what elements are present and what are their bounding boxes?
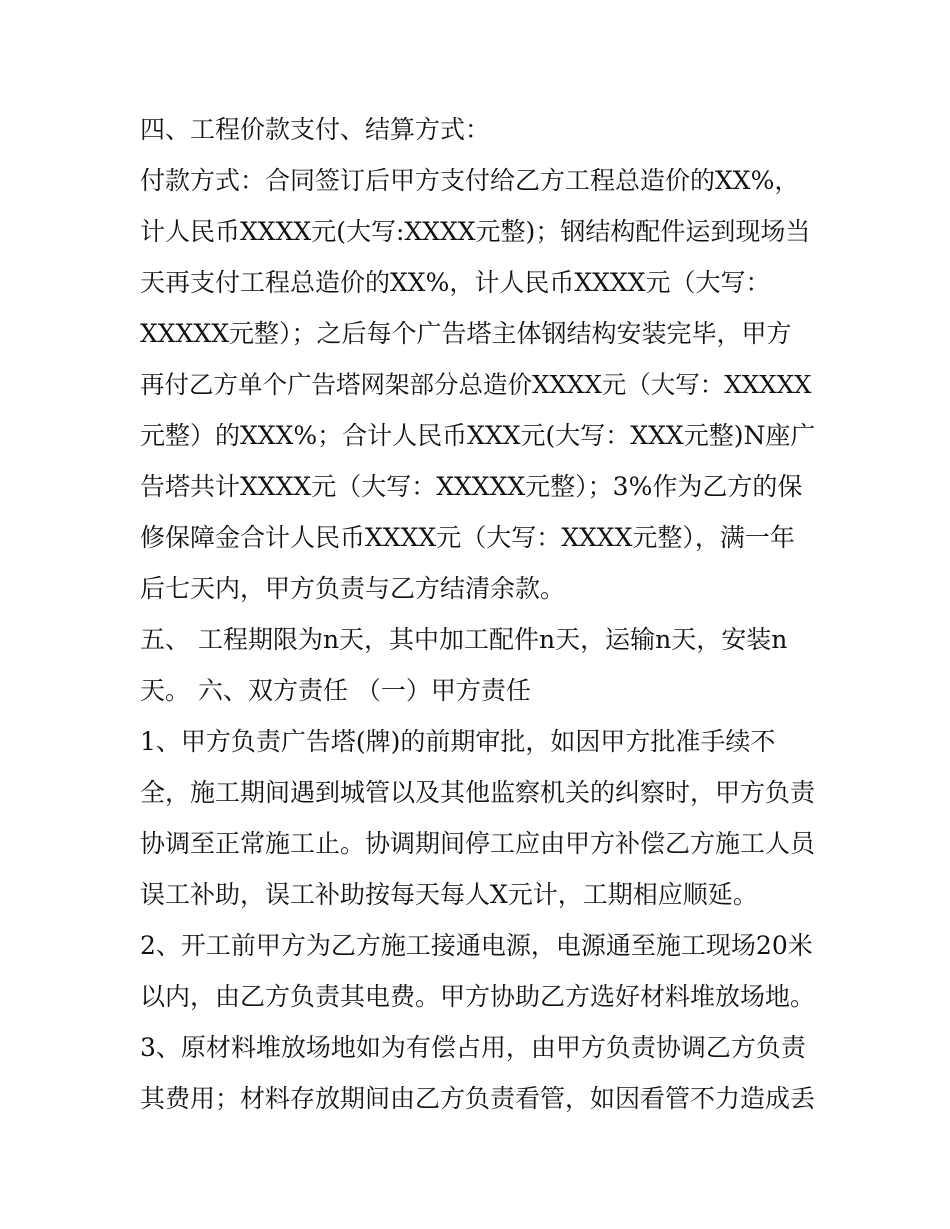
paragraph-line: 计人民币XXXX元(大写:XXXX元整)；钢结构配件运到现场当 [140, 217, 811, 246]
paragraph-line: 以内，由乙方负责其电费。甲方协助乙方选好材料堆放场地。 [140, 982, 816, 1011]
section-5-line: 五、 工程期限为n天，其中加工配件n天，运输n天，安装n [140, 625, 788, 654]
clause-2-line: 2、开工前甲方为乙方施工接通电源，电源通至施工现场20米 [140, 931, 813, 960]
paragraph-line: 全，施工期间遇到城管以及其他监察机关的纠察时，甲方负责 [140, 778, 816, 807]
paragraph-line: 天再支付工程总造价的XX%，计人民币XXXX元（大写： [140, 268, 771, 297]
document-body [140, 104, 820, 1124]
paragraph-line: 元整）的XXX%；合计人民币XXX元(大写：XXX元整)N座广 [140, 421, 816, 450]
paragraph-line: 协调至正常施工止。协调期间停工应由甲方补偿乙方施工人员 [140, 829, 816, 858]
paragraph-line: 再付乙方单个广告塔网架部分总造价XXXX元（大写：XXXXX [140, 370, 812, 399]
paragraph-line: 付款方式：合同签订后甲方支付给乙方工程总造价的XX%， [140, 166, 800, 195]
paragraph-line: 其费用；材料存放期间由乙方负责看管，如因看管不力造成丢 [140, 1084, 816, 1113]
section-6-heading: 天。 六、双方责任 （一）甲方责任 [140, 676, 531, 705]
paragraph-line: XXXXX元整）；之后每个广告塔主体钢结构安装完毕，甲方 [140, 319, 792, 348]
clause-1-line: 1、甲方负责广告塔(牌)的前期审批，如因甲方批准手续不 [140, 727, 776, 756]
paragraph-line: 误工补助，误工补助按每天每人X元计，工期相应顺延。 [140, 880, 758, 909]
paragraph-line: 修保障金合计人民币XXXX元（大写：XXXX元整），满一年 [140, 523, 795, 552]
section-4-heading: 四、工程价款支付、结算方式： [140, 115, 491, 144]
paragraph-line: 告塔共计XXXX元（大写：XXXXX元整）；3%作为乙方的保 [140, 472, 803, 501]
paragraph-line: 后七天内，甲方负责与乙方结清余款。 [140, 574, 566, 603]
clause-3-line: 3、原材料堆放场地如为有偿占用，由甲方负责协调乙方负责 [140, 1033, 806, 1062]
